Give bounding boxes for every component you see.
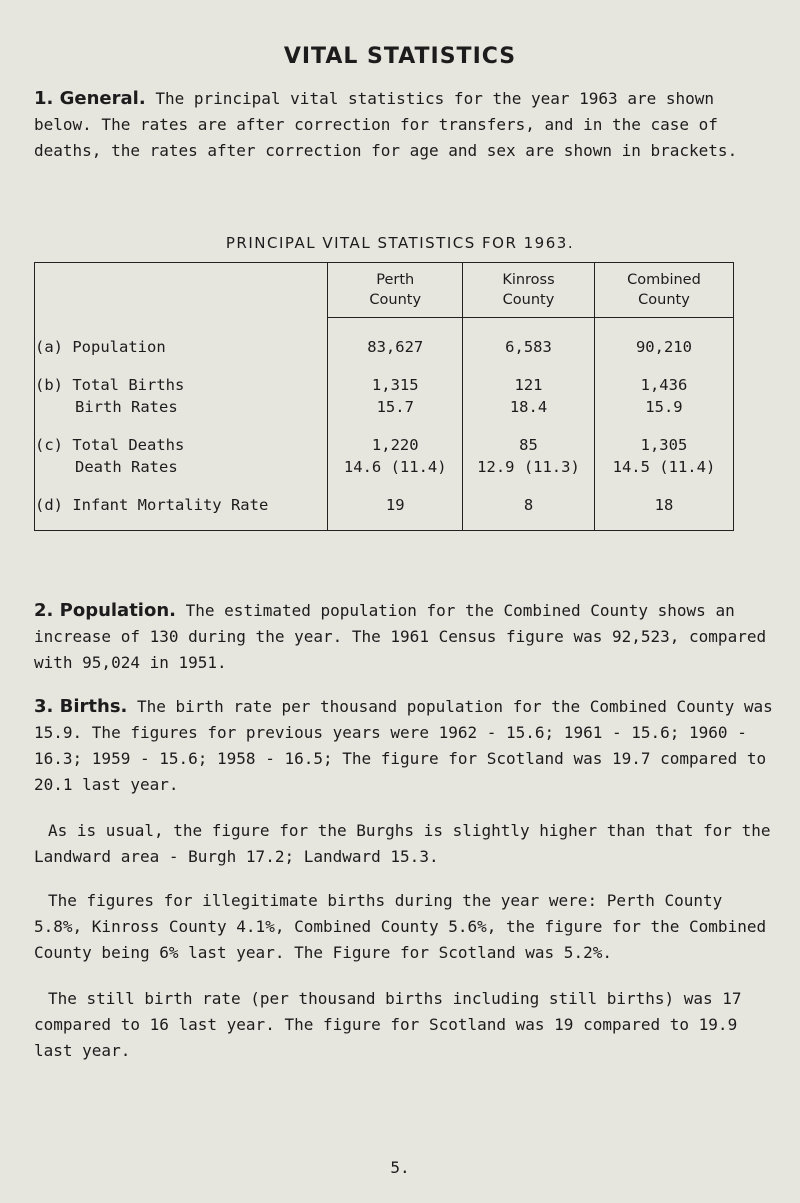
population-heading: 2. Population. (34, 600, 176, 621)
stillbirth-text: The still birth rate (per thousand births including still births) was 17 compared to 16 last year. The figure for Scotland was 19 compared to 19.9 last year. (34, 989, 742, 1060)
header-perth-county (328, 263, 463, 318)
combined-birth-rate: 15.9 (594, 394, 733, 416)
row-label-infant-mortality: (d) Infant Mortality Rate (35, 492, 328, 514)
table-caption: PRINCIPAL VITAL STATISTICS FOR 1963. (225, 234, 575, 252)
header-combined-line2: County (638, 292, 690, 308)
population-text: The estimated population for the Combined County shows an increase of 130 during the year. The 1961 Census figure was 92,523, compared with 95,024 in 1951. (34, 601, 767, 672)
births-paragraph (34, 694, 774, 798)
kinross-death-rate: 12.9 (11.3) (463, 454, 595, 476)
row-label-death-rates: Death Rates (35, 454, 328, 476)
kinross-total-deaths: 85 (463, 432, 595, 454)
general-paragraph (34, 86, 774, 164)
page-title: VITAL STATISTICS (283, 44, 517, 69)
page-number: 5. (390, 1158, 410, 1177)
header-kinross-line1: Kinross (502, 272, 555, 288)
perth-total-deaths: 1,220 (328, 432, 463, 454)
births-heading: 3. Births. (34, 696, 128, 717)
illegitimate-text: The figures for illegitimate births during the year were: Perth County 5.8%, Kinross County 4.1%, Combined County 5.6%, the figure for the Combined County being 6% last year. The Figure for Scotland was 5.2%. (34, 891, 767, 962)
header-combined-county (594, 263, 733, 318)
combined-population: 90,210 (594, 334, 733, 356)
header-perth-line1: Perth (376, 272, 415, 288)
kinross-birth-rate: 18.4 (463, 394, 595, 416)
header-blank-cell (35, 263, 328, 318)
row-label-total-deaths: (c) Total Deaths (35, 432, 328, 454)
table-header-row (35, 263, 734, 318)
header-perth-line2: County (369, 292, 422, 308)
combined-total-births: 1,436 (594, 372, 733, 394)
row-label-total-births: (b) Total Births (35, 372, 328, 394)
general-text: The principal vital statistics for the year 1963 are shown below. The rates are after correction for transfers, and in the case of deaths, the rates after correction for age and sex are shown in brackets. (34, 89, 738, 160)
row-label-population: (a) Population (35, 334, 328, 356)
vital-statistics-table (34, 262, 734, 531)
burghs-paragraph (34, 818, 774, 870)
row-label-birth-rates: Birth Rates (35, 394, 328, 416)
kinross-total-births: 121 (463, 372, 595, 394)
table-row (35, 372, 734, 394)
table-row (35, 334, 734, 356)
header-combined-line1: Combined (627, 272, 701, 288)
population-paragraph (34, 598, 774, 676)
table-row (35, 432, 734, 454)
stillbirth-paragraph (34, 986, 774, 1064)
table-row (35, 492, 734, 514)
perth-infant-mortality: 19 (328, 492, 463, 514)
header-kinross-line2: County (502, 292, 555, 308)
general-heading: 1. General. (34, 88, 146, 109)
perth-total-births: 1,315 (328, 372, 463, 394)
table-row (35, 454, 734, 476)
burghs-text: As is usual, the figure for the Burghs is slightly higher than that for the Landward area - Burgh 17.2; Landward 15.3. (34, 821, 771, 866)
kinross-infant-mortality: 8 (463, 492, 595, 514)
combined-total-deaths: 1,305 (594, 432, 733, 454)
illegitimate-paragraph (34, 888, 774, 966)
kinross-population: 6,583 (463, 334, 595, 356)
combined-infant-mortality: 18 (594, 492, 733, 514)
combined-death-rate: 14.5 (11.4) (594, 454, 733, 476)
table-row (35, 394, 734, 416)
perth-death-rate: 14.6 (11.4) (328, 454, 463, 476)
births-text: The birth rate per thousand population for the Combined County was 15.9. The figures for previous years were 1962 - 15.6; 1961 - 15.6; 1960 - 16.3; 1959 - 15.6; 1958 - 16.5; The figure for Scotland was 19.7 compared to 20.1 last year. (34, 697, 773, 794)
perth-birth-rate: 15.7 (328, 394, 463, 416)
perth-population: 83,627 (328, 334, 463, 356)
header-kinross-county (463, 263, 595, 318)
